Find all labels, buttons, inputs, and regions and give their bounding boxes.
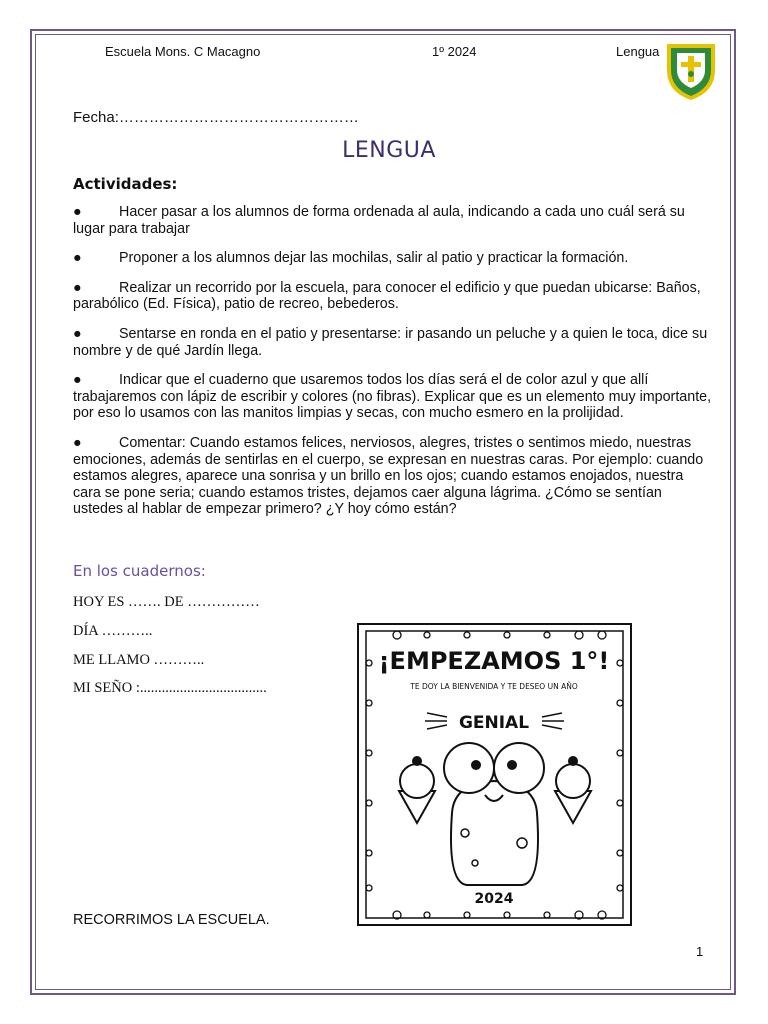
closing-line: RECORRIMOS LA ESCUELA. (73, 912, 270, 928)
notebook-heading: En los cuadernos: (73, 562, 206, 580)
notebook-line-day: DÍA ……….. (73, 623, 153, 639)
activity-text: Hacer pasar a los alumnos de forma ordenada al aula, indicando a cada uno cuál será su lugar para trabajar (73, 204, 685, 237)
grade-year: 1º 2024 (432, 44, 477, 59)
activity-item (73, 372, 713, 422)
card-word: GENIAL (458, 713, 530, 733)
date-line: Fecha:………………………………………… (73, 109, 359, 126)
activity-item (73, 204, 713, 237)
page-number: 1 (696, 944, 704, 959)
welcome-card-illustration (357, 623, 632, 926)
bullet: ● (73, 325, 82, 342)
activity-text: Proponer a los alumnos dejar las mochilas, salir al patio y practicar la formación. (119, 250, 629, 267)
bullet: ● (73, 434, 82, 451)
activity-text: Indicar que el cuaderno que usaremos todos los días será el de color azul y que allí trabajaremos con lápiz de escribir y colores (no fibras). Explicar que es un elemento muy importante, por eso lo usamos con las manitos limpias y secas, con mucho esmero en la prolijidad. (73, 372, 712, 422)
card-headline: ¡EMPEZAMOS 1°! (378, 647, 610, 675)
activity-text: Realizar un recorrido por la escuela, para conocer el edificio y que puedan ubicarse: Baños, parabólico (Ed. Física), patio de recreo, bebederos. (73, 279, 701, 313)
bullet: ● (73, 279, 82, 296)
activity-item (73, 435, 713, 518)
activity-item (73, 326, 713, 359)
activities-heading: Actividades: (73, 175, 178, 193)
activity-item (73, 280, 713, 313)
school-shield-logo (661, 40, 721, 102)
bullet: ● (73, 250, 82, 267)
notebook-line-name: ME LLAMO ……….. (73, 652, 205, 668)
school-name: Escuela Mons. C Macagno (105, 44, 261, 59)
bullet: ● (73, 204, 82, 220)
card-subline: TE DOY LA BIENVENIDA Y TE DESEO UN AÑO (410, 682, 578, 691)
card-year: 2024 (474, 891, 514, 907)
notebook-line-teacher: MI SEÑO :................................... (73, 680, 267, 696)
bullet: ● (73, 372, 82, 389)
activity-text: Comentar: Cuando estamos felices, nerviosos, alegres, tristes o sentimos miedo, nuestras emociones, además de sentirlas en el cuerpo, se expresan en nuestras caras. Por ejemplo: cuando estamos alegres, aparece una sonrisa y un brillo en los ojos; cuando estamos enojados, nuestra cara se pone seria; cuando estamos tristes, dejamos caer alguna lágrima. ¿Cómo se sentían ustedes al hablar de empezar primero? ¿Y hoy cómo están? (73, 434, 704, 518)
activities-list (73, 204, 713, 531)
page-title: LENGUA (342, 138, 436, 163)
activity-text: Sentarse en ronda en el patio y presentarse: ir pasando un peluche y a quien le toca, dice su nombre y de qué Jardín llega. (73, 325, 708, 359)
activity-item (73, 250, 713, 267)
subject-name: Lengua (616, 44, 660, 59)
notebook-line-date: HOY ES ……. DE …………… (73, 594, 260, 610)
